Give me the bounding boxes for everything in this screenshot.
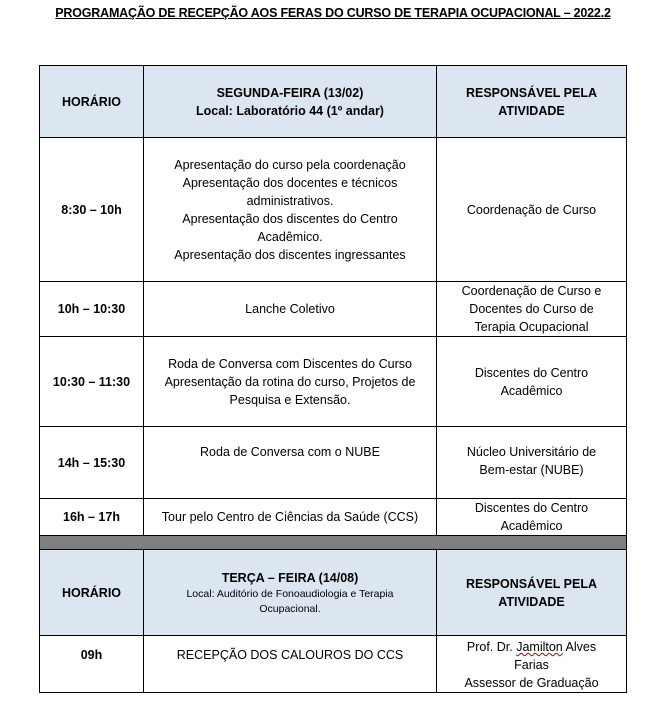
table-row <box>40 138 627 282</box>
day2-day-label: TERÇA – FEIRA (14/08) <box>221 570 359 585</box>
responsible-name-spellcheck: Jamilton <box>516 640 563 654</box>
time-cell: 09h <box>40 636 144 693</box>
responsible-cell <box>437 636 627 693</box>
table-row <box>40 499 627 536</box>
activity-line: Roda de Conversa com Discentes do Curso <box>168 356 412 371</box>
responsible-cell <box>437 427 627 499</box>
page-title: PROGRAMAÇÃO DE RECEPÇÃO AOS FERAS DO CURSO DE TERAPIA OCUPACIONAL – 2022.2 <box>55 6 611 20</box>
time-cell: 8:30 – 10h <box>40 138 144 282</box>
responsible-line: Bem-estar (NUBE) <box>479 463 584 477</box>
activity-line: Apresentação dos discentes do Centro <box>182 211 398 226</box>
responsible-line: Discentes do Centro <box>474 501 589 515</box>
activity-line: Acadêmico. <box>257 229 323 244</box>
day2-location-line2: Ocupacional. <box>259 602 321 615</box>
responsible-line: Discentes do Centro <box>474 365 589 380</box>
responsible-cell <box>437 499 627 536</box>
responsible-line: Farias <box>514 658 549 672</box>
time-cell: 16h – 17h <box>40 499 144 536</box>
responsible-line: Terapia Ocupacional <box>474 320 589 334</box>
activity-cell <box>144 499 437 536</box>
time-cell: 10:30 – 11:30 <box>40 337 144 427</box>
day1-day-label: SEGUNDA-FEIRA (13/02) <box>216 85 364 100</box>
day2-col-resp-header <box>437 550 627 636</box>
table-row <box>40 337 627 427</box>
day1-col-time-header: HORÁRIO <box>40 66 144 138</box>
resp-header-line2: ATIVIDADE <box>498 103 565 118</box>
schedule-table <box>39 65 627 693</box>
day-separator <box>40 536 627 550</box>
activity-line: administrativos. <box>246 193 334 208</box>
activity-line: Apresentação dos discentes ingressantes <box>174 247 406 262</box>
day2-col-day-header <box>144 550 437 636</box>
resp-header-line1: RESPONSÁVEL PELA <box>465 576 598 591</box>
responsible-cell <box>437 337 627 427</box>
day1-col-day-header <box>144 66 437 138</box>
responsible-cell <box>437 282 627 337</box>
separator-bar <box>40 536 627 550</box>
activity-cell <box>144 138 437 282</box>
activity-cell: RECEPÇÃO DOS CALOUROS DO CCS <box>144 636 437 693</box>
responsible-prefix: Prof. Dr. <box>466 640 517 654</box>
activity-line: Pesquisa e Extensão. <box>229 392 351 407</box>
day2-col-time-header: HORÁRIO <box>40 550 144 636</box>
activity-line: Apresentação do curso pela coordenação <box>174 157 406 172</box>
responsible-cell <box>437 138 627 282</box>
activity-line: Apresentação dos docentes e técnicos <box>182 175 398 190</box>
responsible-line: Núcleo Universitário de <box>466 445 597 459</box>
table-row <box>40 427 627 499</box>
activity-line: Apresentação da rotina do curso, Projetos de <box>164 374 416 389</box>
time-cell: 10h – 10:30 <box>40 282 144 337</box>
day1-location: Local: Laboratório 44 (1º andar) <box>196 103 384 118</box>
table-row <box>40 282 627 337</box>
responsible-rest: Alves <box>562 640 597 654</box>
responsible-line: Assessor de Graduação <box>464 676 599 690</box>
activity-cell <box>144 282 437 337</box>
day1-col-resp-header <box>437 66 627 138</box>
table-row <box>40 636 627 693</box>
responsible-line: Coordenação de Curso <box>466 202 597 217</box>
day2-header-row <box>40 550 627 636</box>
day1-header-row <box>40 66 627 138</box>
responsible-line: Docentes do Curso de <box>469 302 594 316</box>
time-cell: 14h – 15:30 <box>40 427 144 499</box>
resp-header-line1: RESPONSÁVEL PELA <box>465 85 598 100</box>
responsible-line <box>443 638 620 656</box>
day2-location-line1: Local: Auditório de Fonoaudiologia e Terapia <box>186 587 394 600</box>
activity-line: Roda de Conversa com o NUBE <box>200 445 380 459</box>
activity-line: Lanche Coletivo <box>245 302 335 316</box>
responsible-line: Acadêmico <box>500 383 563 398</box>
responsible-line: Coordenação de Curso e <box>461 284 602 298</box>
activity-line: Tour pelo Centro de Ciências da Saúde (CCS) <box>161 510 419 524</box>
resp-header-line2: ATIVIDADE <box>498 594 565 609</box>
activity-cell <box>144 427 437 499</box>
responsible-line: Acadêmico <box>500 519 563 533</box>
activity-cell <box>144 337 437 427</box>
